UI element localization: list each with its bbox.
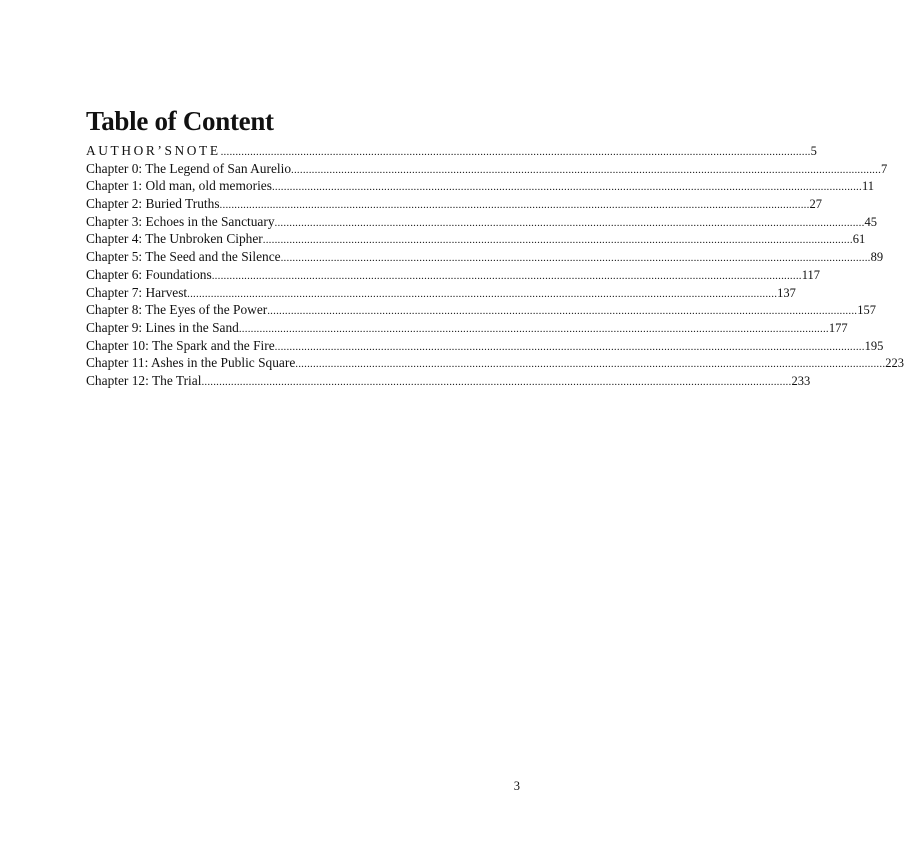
toc-leader-dots: ........................................................................................................................................................................................................ xyxy=(219,199,810,212)
toc-leader-dots: ........................................................................................................................................................................................................ xyxy=(280,252,871,265)
toc-entry-label: Chapter 8: The Eyes of the Power xyxy=(86,302,268,318)
toc-entry-page: 45 xyxy=(864,214,878,229)
toc-entry-label: Chapter 1: Old man, old memories xyxy=(86,178,272,194)
toc-entry-label: Chapter 6: Foundations xyxy=(86,266,212,282)
toc-entry[interactable] xyxy=(86,177,874,195)
toc-entry[interactable] xyxy=(86,230,866,248)
toc-list xyxy=(86,142,904,390)
toc-entry-page: 233 xyxy=(791,373,811,388)
toc-leader-dots: ........................................................................................................................................................................................................ xyxy=(187,287,778,300)
toc-leader-dots: ........................................................................................................................................................................................................ xyxy=(291,163,882,176)
toc-leader-dots: ........................................................................................................................................................................................................ xyxy=(295,358,886,371)
toc-entry-page: 27 xyxy=(809,197,823,212)
toc-title: Table of Content xyxy=(86,106,274,136)
toc-entry-page: 195 xyxy=(864,338,884,353)
toc-entry-page: 7 xyxy=(881,161,888,176)
toc-entry[interactable] xyxy=(86,372,811,390)
toc-entry[interactable] xyxy=(86,248,884,266)
toc-leader-dots: ........................................................................................................................................................................................................ xyxy=(262,234,853,247)
toc-entry-label: Chapter 9: Lines in the Sand xyxy=(86,319,239,335)
toc-entry[interactable] xyxy=(86,213,878,231)
toc-leader-dots: ........................................................................................................................................................................................................ xyxy=(211,269,802,282)
toc-entry[interactable] xyxy=(86,319,848,337)
toc-entry-label: Chapter 7: Harvest xyxy=(86,284,188,300)
toc-entry-label: Chapter 5: The Seed and the Silence xyxy=(86,249,281,265)
toc-entry-page: 117 xyxy=(801,267,821,282)
toc-entry-label: Chapter 11: Ashes in the Public Square xyxy=(86,355,296,371)
toc-entry-page: 137 xyxy=(777,285,796,300)
toc-entry[interactable] xyxy=(86,195,823,213)
toc-entry[interactable] xyxy=(86,266,821,284)
toc-entry-label: Chapter 12: The Trial xyxy=(86,372,202,388)
toc-entry-label: Chapter 0: The Legend of San Aurelio xyxy=(86,160,292,176)
toc-entry[interactable] xyxy=(86,284,796,302)
toc-entry[interactable] xyxy=(86,354,904,372)
toc-entry-page: 61 xyxy=(852,232,866,247)
toc-entry-label: Chapter 4: The Unbroken Cipher xyxy=(86,231,263,247)
toc-entry[interactable] xyxy=(86,160,888,178)
toc-entry-page: 5 xyxy=(810,144,817,158)
toc-leader-dots: ........................................................................................................................................................................................................ xyxy=(238,322,829,335)
toc-entry-page: 223 xyxy=(885,356,904,371)
toc-leader-dots: ........................................................................................................................................................................................................ xyxy=(271,181,862,194)
toc-entry[interactable] xyxy=(86,142,817,160)
toc-entry-label: Chapter 3: Echoes in the Sanctuary xyxy=(86,213,275,229)
toc-entry-label: Chapter 2: Buried Truths xyxy=(86,196,220,212)
page-number: 3 xyxy=(513,779,520,793)
toc-entry[interactable] xyxy=(86,301,876,319)
toc-entry-label: AUTHOR’SNOTE xyxy=(86,143,221,158)
toc-entry-page: 157 xyxy=(857,303,876,318)
toc-leader-dots: ........................................................................................................................................................................................................ xyxy=(201,375,792,388)
toc-leader-dots: ........................................................................................................................................................................................................ xyxy=(274,340,865,353)
toc-entry-page: 177 xyxy=(828,320,848,335)
toc-entry-page: 11 xyxy=(861,179,874,194)
toc-entry-label: Chapter 10: The Spark and the Fire xyxy=(86,337,275,353)
toc-leader-dots: ........................................................................................................................................................................................................ xyxy=(274,216,865,229)
toc-entry[interactable] xyxy=(86,337,884,355)
toc-leader-dots: ........................................................................................................................................................................................................ xyxy=(220,146,811,158)
toc-leader-dots: ........................................................................................................................................................................................................ xyxy=(267,305,858,318)
toc-entry-page: 89 xyxy=(870,250,884,265)
